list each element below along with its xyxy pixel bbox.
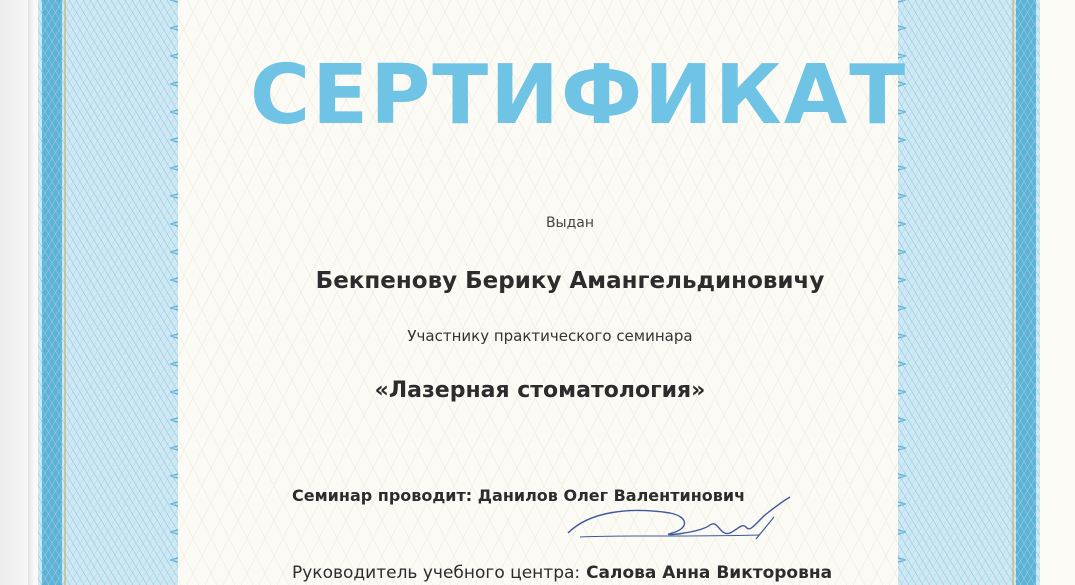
center-head-line [292,563,832,583]
center-head-label: Руководитель учебного центра: [292,563,581,583]
instructor-signature [560,493,800,553]
instructor-name: Данилов Олег Валентинович [477,486,746,505]
issued-label: Выдан [545,215,595,231]
certificate-title: СЕРТИФИКАТ [250,48,908,143]
left-guilloche-border [38,0,178,585]
right-paper-edge [1040,0,1075,585]
center-head-name: Салова Анна Викторовна [586,563,833,583]
seminar-name: «Лазерная стоматология» [374,378,706,403]
right-guilloche-border [898,0,1040,585]
participant-role: Участнику практического семинара [407,327,693,345]
scan-left-margin [0,0,38,585]
instructor-label: Семинар проводит: [292,486,473,505]
recipient-name: Бекпенову Берику Амангельдиновичу [315,268,825,294]
